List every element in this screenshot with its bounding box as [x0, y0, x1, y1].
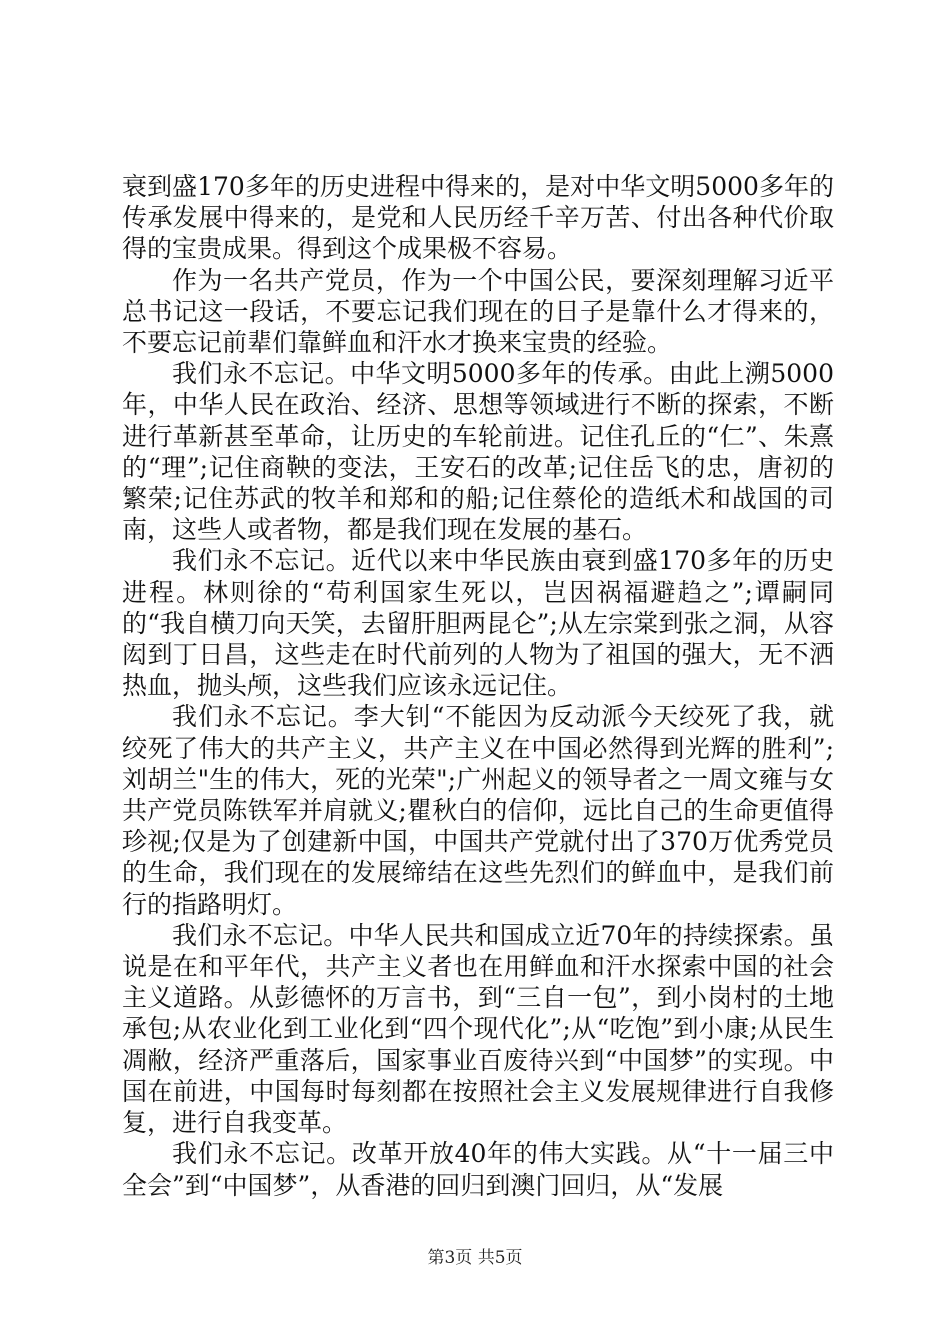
paragraph: 我们永不忘记。改革开放40年的伟大实践。从“十一届三中全会”到“中国梦”，从香港的回归到澳门回归，从“发展 [122, 1139, 834, 1200]
paragraph: 我们永不忘记。李大钊“不能因为反动派今天绞死了我，就绞死了伟大的共产主义，共产主义在中国必然得到光辉的胜利”;刘胡兰"生的伟大，死的光荣";广州起义的领导者之一周文雍与女共产党员陈铁军并肩就义;瞿秋白的信仰，远比自己的生命更值得珍视;仅是为了创建新中国，中国共产党就付出了370万优秀党员的生命，我们现在的发展缔结在这些先烈们的鲜血中，是我们前行的指路明灯。 [122, 702, 834, 919]
paragraph: 我们永不忘记。中华人民共和国成立近70年的持续探索。虽说是在和平年代，共产主义者也在用鲜血和汗水探索中国的社会主义道路。从彭德怀的万言书，到“三自一包”，到小岗村的土地承包;从农业化到工业化到“四个现代化”;从“吃饱”到小康;从民生凋敝，经济严重落后，国家事业百废待兴到“中国梦”的实现。中国在前进，中国每时每刻都在按照社会主义发展规律进行自我修复，进行自我变革。 [122, 920, 834, 1138]
paragraph: 作为一名共产党员，作为一个中国公民，要深刻理解习近平总书记这一段话，不要忘记我们现在的日子是靠什么才得来的，不要忘记前辈们靠鲜血和汗水才换来宝贵的经验。 [122, 265, 834, 358]
document-body [122, 171, 834, 1201]
page-number-footer: 第3页 共5页 [427, 1248, 523, 1268]
paragraph-continued: 衰到盛170多年的历史进程中得来的，是对中华文明5000多年的传承发展中得来的，是党和人民历经千辛万苦、付出各种代价取得的宝贵成果。得到这个成果极不容易。 [122, 172, 834, 264]
paragraph: 我们永不忘记。近代以来中华民族由衰到盛170多年的历史进程。林则徐的“苟利国家生死以，岂因祸福避趋之”;谭嗣同的“我自横刀向天笑，去留肝胆两昆仑”;从左宗棠到张之洞，从容闳到丁日昌，这些走在时代前列的人物为了祖国的强大，无不洒热血，抛头颅，这些我们应该永远记住。 [122, 546, 834, 701]
paragraph: 我们永不忘记。中华文明5000多年的传承。由此上溯5000年，中华人民在政治、经济、思想等领域进行不断的探索，不断进行革新甚至革命，让历史的车轮前进。记住孔丘的“仁”、朱熹的“理”;记住商鞅的变法，王安石的改革;记住岳飞的忠，唐初的繁荣;记住苏武的牧羊和郑和的船;记住蔡伦的造纸术和战国的司南，这些人或者物，都是我们现在发展的基石。 [122, 359, 834, 545]
